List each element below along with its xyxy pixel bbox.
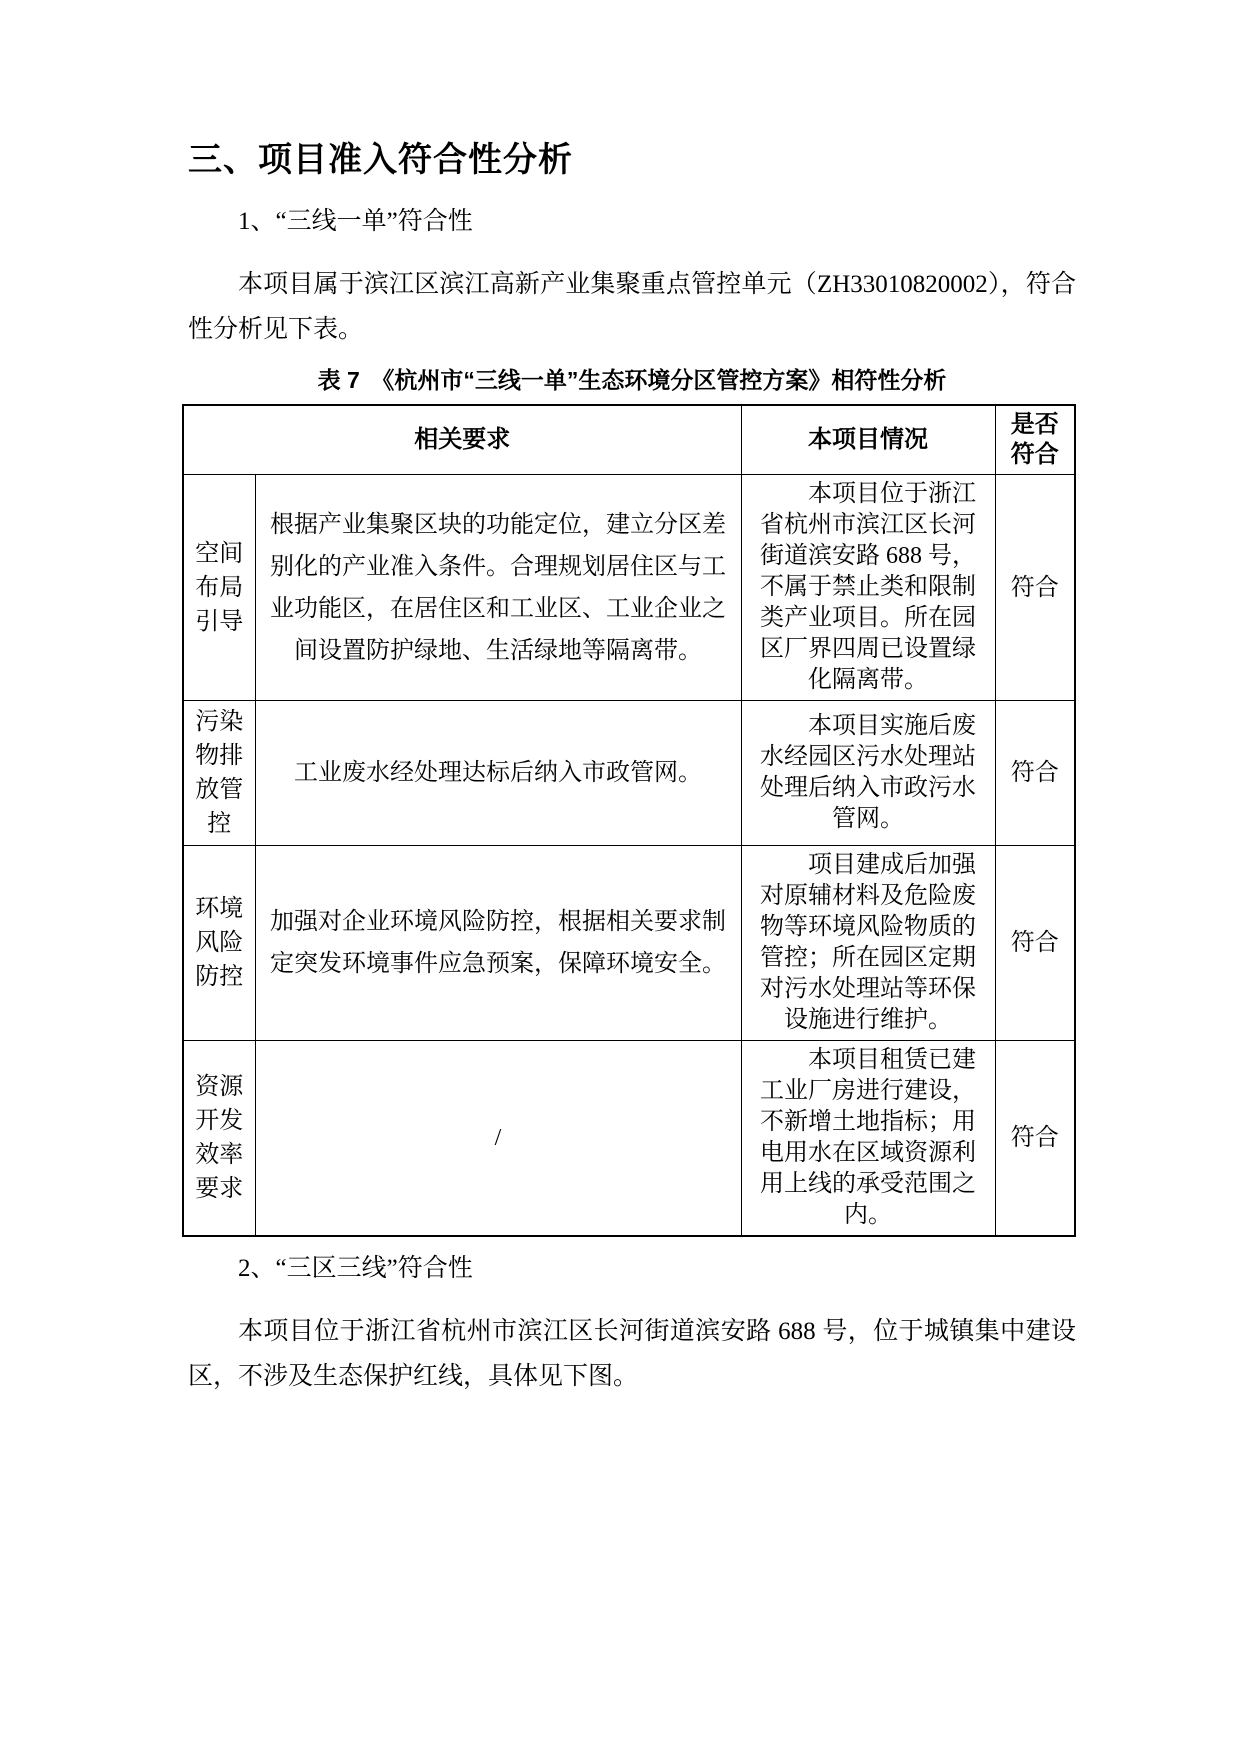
header-cell-compliance: 是否符合 xyxy=(995,405,1075,475)
row-requirement: 工业废水经处理达标后纳入市政管网。 xyxy=(255,701,741,846)
table-row-spatial-layout xyxy=(183,475,1075,701)
row-category: 环境风险防控 xyxy=(183,846,255,1041)
row-compliance-status: 符合 xyxy=(995,1041,1075,1237)
row-situation: 项目建成后加强对原辅材料及危险废物等环境风险物质的管控；所在园区定期对污水处理站等环保设施进行维护。 xyxy=(741,846,995,1041)
section-title: 三、项目准入符合性分析 xyxy=(188,141,573,179)
row-situation: 本项目位于浙江省杭州市滨江区长河街道滨安路 688 号，不属于禁止类和限制类产业项目。所在园区厂界四周已设置绿化隔离带。 xyxy=(741,475,995,701)
row-requirement: 根据产业集聚区块的功能定位，建立分区差别化的产业准入条件。合理规划居住区与工业功能区，在居住区和工业区、工业企业之间设置防护绿地、生活绿地等隔离带。 xyxy=(255,475,741,701)
paragraph-1: 本项目属于滨江区滨江高新产业集聚重点管控单元（ZH33010820002），符合性分析见下表。 xyxy=(188,271,1076,343)
subsection-2-heading: 2、“三区三线”符合性 xyxy=(238,1255,473,1282)
row-category: 污染物排放管控 xyxy=(183,701,255,846)
row-compliance-status: 符合 xyxy=(995,475,1075,701)
row-requirement: / xyxy=(255,1041,741,1237)
table-row-pollution-discharge xyxy=(183,701,1075,846)
subsection-1-heading: 1、“三线一单”符合性 xyxy=(238,208,473,235)
table-row-resource-efficiency xyxy=(183,1041,1075,1237)
row-category: 资源开发效率要求 xyxy=(183,1041,255,1237)
row-situation: 本项目租赁已建工业厂房进行建设，不新增土地指标；用电用水在区域资源利用上线的承受范围之内。 xyxy=(741,1041,995,1237)
compliance-table xyxy=(182,404,1076,1237)
row-compliance-status: 符合 xyxy=(995,846,1075,1041)
row-compliance-status: 符合 xyxy=(995,701,1075,846)
table-caption: 表 7 《杭州市“三线一单”生态环境分区管控方案》相符性分析 xyxy=(317,367,947,393)
paragraph-2: 本项目位于浙江省杭州市滨江区长河街道滨安路 688 号，位于城镇集中建设区，不涉及生态保护红线，具体见下图。 xyxy=(188,1318,1076,1390)
table-row-environmental-risk xyxy=(183,846,1075,1041)
row-requirement: 加强对企业环境风险防控，根据相关要求制定突发环境事件应急预案，保障环境安全。 xyxy=(255,846,741,1041)
header-cell-requirement: 相关要求 xyxy=(183,405,741,475)
table-header-row xyxy=(183,405,1075,475)
header-cell-situation: 本项目情况 xyxy=(741,405,995,475)
row-category: 空间布局引导 xyxy=(183,475,255,701)
row-situation: 本项目实施后废水经园区污水处理站处理后纳入市政污水管网。 xyxy=(741,701,995,846)
